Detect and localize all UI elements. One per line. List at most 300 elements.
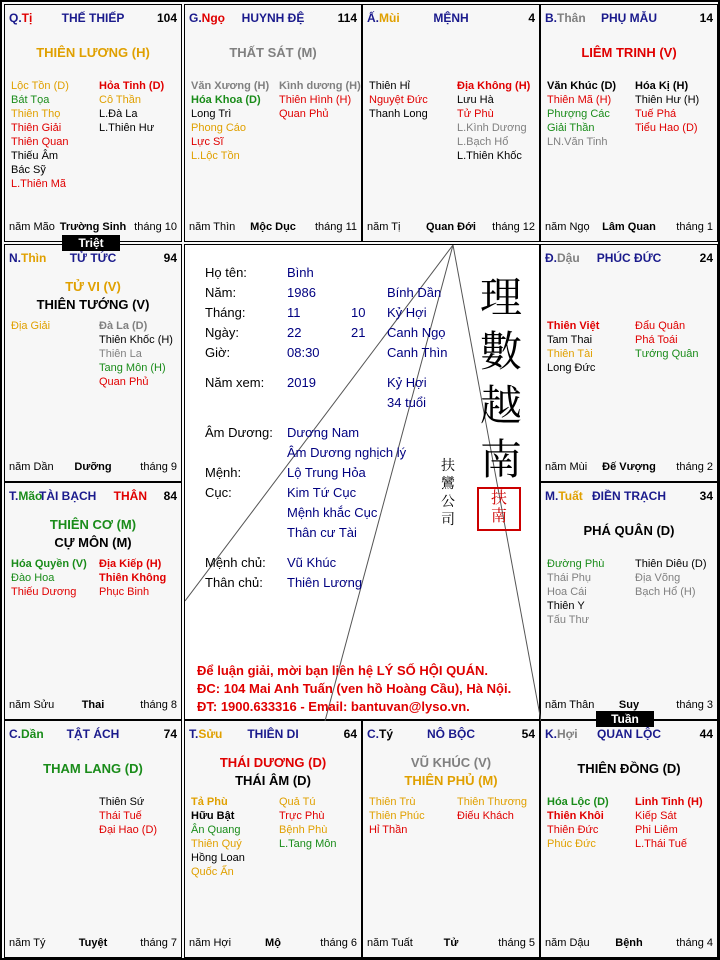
minor-star: L.Thiên Hư: [99, 122, 155, 134]
gio-row: [205, 345, 448, 360]
palace-month: tháng 10: [134, 221, 177, 233]
palace-name: TỬ TỨC: [69, 251, 117, 265]
minor-stars-right: [635, 319, 717, 361]
palace-month: tháng 5: [498, 937, 535, 949]
thang-value: 11: [287, 305, 301, 320]
palace-age: 64: [343, 727, 357, 741]
minor-star: L.Lộc Tồn: [191, 150, 240, 162]
palace-header: [9, 11, 177, 27]
minor-star: Thiên Quý: [191, 838, 242, 850]
minor-star: Long Trì: [191, 108, 232, 120]
minor-stars-left: [369, 795, 455, 837]
minor-star: Thiên Thọ: [11, 108, 61, 120]
ho-ten-label: Họ tên:: [205, 265, 247, 280]
minor-star: L.Thiên Mã: [11, 178, 67, 190]
ngay-label: Ngày:: [205, 325, 239, 340]
minor-star: Ân Quang: [191, 824, 241, 836]
palace-month: tháng 1: [676, 221, 713, 233]
palace-stage: Bệnh: [615, 937, 643, 949]
minor-star: Tướng Quân: [635, 348, 699, 360]
minor-star: Hỉ Thần: [369, 824, 408, 836]
minor-star: Địa Kiếp (H): [99, 558, 162, 570]
minor-star: Bệnh Phù: [279, 824, 328, 836]
palace-header: [189, 11, 357, 27]
minor-star: Thiên Tài: [547, 348, 593, 360]
minor-star: Đẩu Quân: [635, 320, 686, 332]
palace-month: tháng 6: [320, 937, 357, 949]
palace-month: tháng 3: [676, 699, 713, 711]
minor-star: Tiểu Hao (D): [635, 122, 698, 134]
center-info-panel: [184, 244, 540, 720]
menh-label: Mệnh:: [205, 465, 242, 480]
palace-branch-part: M.: [545, 489, 559, 503]
minor-star: Thiên Khôi: [547, 810, 604, 822]
palace-year: năm Hợi: [189, 937, 232, 949]
palace-stage: Đế Vượng: [602, 461, 656, 473]
am-duong-row: [205, 425, 360, 440]
palace-branch-part: Dần: [21, 727, 44, 741]
minor-stars-right: [99, 557, 181, 599]
thang-can-chi: Kỷ Hợi: [387, 305, 427, 320]
palace-branch-part: Thìn: [21, 251, 47, 265]
palace-month: tháng 11: [314, 221, 357, 233]
palace-header: [545, 489, 713, 505]
minor-star: Tả Phù: [191, 796, 228, 808]
minor-star: Thiên Không: [99, 572, 167, 584]
minor-star: Đà La (D): [99, 320, 148, 332]
cuc-note-1: Mệnh khắc Cục: [287, 505, 378, 520]
palace-age: 34: [699, 489, 713, 503]
cuc-note-2: Thân cư Tài: [287, 525, 357, 540]
contact-line-1: Để luận giải, mời bạn liên hệ LÝ SỐ HỘI QUÁN.: [197, 663, 488, 678]
minor-star: L.Tang Môn: [279, 838, 337, 850]
minor-star: Đại Hao (D): [99, 824, 158, 836]
major-star: THÁI DƯƠNG (D): [219, 755, 327, 770]
than-chu-label: Thân chủ:: [205, 575, 263, 590]
thang-row: [205, 305, 427, 320]
minor-star: Đào Hoa: [11, 572, 55, 584]
palace-footer: [189, 221, 357, 235]
minor-star: Tử Phù: [457, 108, 494, 120]
minor-stars-right: [99, 795, 181, 837]
minor-star: Giải Thần: [547, 122, 595, 134]
menh-value: Lộ Trung Hỏa: [287, 465, 366, 480]
minor-star: Hồng Loan: [191, 852, 245, 864]
thang-label: Tháng:: [205, 305, 246, 320]
minor-star: Long Đức: [547, 362, 596, 374]
minor-star: L.Kình Dương: [457, 122, 527, 134]
palace-footer: [545, 461, 713, 475]
palace-month: tháng 4: [676, 937, 713, 949]
palace-branch-part: Hợi: [557, 727, 578, 741]
palace-stage: Lâm Quan: [602, 221, 656, 233]
minor-stars-right: [99, 319, 181, 389]
minor-star: Bác Sỹ: [11, 164, 46, 176]
minor-star: Hữu Bật: [191, 810, 235, 822]
minor-star: Hóa Kị (H): [635, 80, 689, 92]
palace-age: 4: [528, 11, 535, 25]
minor-star: Điếu Khách: [457, 810, 514, 822]
minor-star: Lộc Tồn (D): [11, 80, 69, 92]
major-star: THIÊN PHỦ (M): [404, 773, 498, 788]
minor-stars-right: [635, 79, 717, 135]
palace-branch-part: T.: [189, 727, 199, 741]
palace-name: THẾ THIẾP: [61, 11, 125, 25]
minor-stars-right: [99, 79, 181, 135]
gio-value: 08:30: [287, 345, 320, 360]
palace-stage: Dưỡng: [74, 461, 112, 473]
contact-phone-email: ĐT: 1900.633316 - Email: bantuvan@lyso.vn.: [197, 699, 470, 714]
palace-name: PHÚC ĐỨC: [596, 251, 662, 265]
minor-stars-right: [635, 557, 717, 599]
than-chu-value: Thiên Lương: [287, 575, 363, 590]
palace-branch-part: Ấ.: [367, 11, 379, 25]
nam-label: Năm:: [205, 285, 237, 300]
minor-stars-left: [369, 79, 455, 121]
minor-star: Thanh Long: [369, 108, 428, 120]
major-star: VŨ KHÚC (V): [410, 755, 492, 770]
minor-star: Thiên Sứ: [99, 796, 145, 808]
major-star: THÁI ÂM (D): [235, 773, 311, 788]
palace-than: [540, 4, 718, 242]
minor-star: Lưu Hà: [457, 94, 494, 106]
palace-header: [545, 251, 713, 267]
palace-thin: [4, 244, 182, 482]
palace-month: tháng 12: [492, 221, 535, 233]
minor-stars-left: [191, 79, 277, 163]
palace-branch-part: Mùi: [379, 11, 400, 25]
palace-footer: [545, 937, 713, 951]
palace-age: 74: [163, 727, 177, 741]
major-star: THẤT SÁT (M): [229, 45, 317, 60]
palace-stage: Mộc Dục: [250, 221, 296, 233]
major-star: THIÊN TƯỚNG (V): [36, 297, 150, 312]
minor-star: Văn Xương (H): [191, 80, 270, 92]
minor-star: Văn Khúc (D): [547, 80, 617, 92]
palace-name: TÀI BẠCH THÂN: [39, 489, 147, 503]
minor-stars-left: [547, 79, 633, 149]
minor-star: Quốc Ấn: [191, 866, 234, 878]
nam-can-chi: Bính Dần: [387, 285, 442, 300]
minor-star: Quan Phủ: [279, 108, 329, 120]
minor-star: Linh Tinh (H): [635, 796, 703, 808]
nam-xem-value: 2019: [287, 375, 316, 390]
palace-branch-part: Ngọ: [201, 11, 225, 25]
thang-am: 10: [351, 305, 366, 320]
palace-branch-part: Sửu: [198, 727, 223, 741]
palace-stage: Suy: [618, 699, 640, 711]
major-star: CỰ MÔN (M): [54, 535, 132, 550]
palace-footer: [9, 699, 177, 713]
palace-mui: [362, 4, 540, 242]
palace-header: [9, 727, 177, 743]
palace-ti: [4, 4, 182, 242]
palace-header: [545, 727, 713, 743]
menh-chu-value: Vũ Khúc: [287, 555, 337, 570]
minor-star: Thiên Mã (H): [547, 94, 612, 106]
minor-star: Thiên Việt: [547, 320, 600, 332]
palace-footer: [189, 937, 357, 951]
minor-star: Hóa Lộc (D): [547, 796, 609, 808]
cuc-row: [205, 485, 357, 500]
palace-header: [367, 727, 535, 743]
gio-can-chi: Canh Thìn: [387, 345, 448, 360]
palace-year: năm Dần: [9, 461, 54, 473]
menh-chu-row: [205, 555, 337, 570]
minor-star: Thiên Quan: [11, 136, 69, 148]
palace-age: 114: [337, 11, 357, 25]
minor-stars-left: [547, 319, 633, 375]
minor-stars-right: [279, 795, 361, 851]
palace-dau: [540, 244, 718, 482]
minor-star: Kình dương (H): [279, 80, 361, 92]
ho-ten-value: Bình: [287, 265, 314, 280]
minor-star: Thiên Hình (H): [279, 94, 352, 106]
minor-star: Bát Tọa: [11, 94, 50, 106]
palace-age: 104: [156, 11, 177, 25]
palace-name: THIÊN DI: [247, 727, 299, 741]
palace-year: năm Thân: [545, 699, 595, 711]
minor-star: Địa Võng: [635, 572, 681, 584]
minor-stars-left: [547, 557, 633, 627]
minor-star: Trực Phù: [279, 810, 325, 822]
minor-star: Thiên Phúc: [369, 810, 425, 822]
palace-year: năm Tuất: [367, 937, 413, 949]
minor-stars-left: [11, 557, 97, 599]
palace-age: 24: [699, 251, 713, 265]
palace-year: năm Dậu: [545, 937, 590, 949]
palace-name: PHỤ MẪU: [601, 11, 657, 25]
palace-name: TẬT ÁCH: [66, 727, 120, 741]
minor-star: Thiên Trù: [369, 796, 416, 808]
minor-stars-right: [635, 795, 717, 851]
gio-label: Giờ:: [205, 345, 231, 360]
palace-branch-part: Tuất: [558, 489, 583, 503]
minor-star: Quả Tú: [279, 796, 316, 808]
than-chu-row: [205, 575, 363, 590]
minor-star: Tấu Thư: [547, 614, 590, 626]
minor-star: Phục Binh: [99, 586, 150, 598]
minor-star: Thiên Khốc (H): [99, 334, 173, 346]
palace-stage: Tuyệt: [78, 937, 108, 949]
palace-year: năm Tị: [367, 221, 401, 233]
minor-stars-left: [11, 319, 97, 333]
major-star: THIÊN CƠ (M): [49, 517, 137, 532]
palace-branch-part: Mão: [18, 489, 43, 503]
major-star: TỬ VI (V): [65, 279, 121, 294]
minor-star: Hóa Quyền (V): [11, 558, 87, 570]
palace-name: QUAN LỘC: [597, 727, 661, 741]
palace-age: 84: [163, 489, 177, 503]
minor-stars-right: [457, 79, 539, 163]
palace-mao: [4, 482, 182, 720]
major-star: THIÊN ĐỒNG (D): [577, 761, 681, 776]
nam-row: [205, 285, 442, 300]
nam-value: 1986: [287, 285, 316, 300]
menh-row: [205, 465, 366, 480]
palace-stage: Trường Sinh: [59, 221, 127, 233]
minor-star: Thiên Hư (H): [635, 94, 700, 106]
palace-branch-part: Đ.: [545, 251, 557, 265]
cuc-label: Cục:: [205, 485, 232, 500]
palace-stage: Tử: [443, 937, 459, 949]
minor-star: Nguyệt Đức: [369, 94, 428, 106]
palace-branch-part: T.: [9, 489, 19, 503]
palace-branch-part: Thân: [557, 11, 586, 25]
minor-star: Quan Phủ: [99, 376, 149, 388]
palace-branch-part: Dậu: [557, 251, 580, 265]
tuan-badge: Tuần: [596, 711, 654, 727]
minor-star: Đường Phù: [547, 558, 605, 570]
minor-star: Phá Toái: [635, 334, 678, 346]
palace-stage: Mộ: [265, 937, 281, 949]
contact-address: ĐC: 104 Mai Anh Tuấn (ven hồ Hoàng Cầu), Hà Nội.: [197, 681, 512, 696]
palace-header: [9, 489, 177, 505]
palace-branch-part: G.: [189, 11, 202, 25]
palace-branch-part: C.: [9, 727, 21, 741]
palace-ty: [362, 720, 540, 958]
tuoi-value: 34 tuổi: [387, 395, 427, 410]
palace-footer: [367, 937, 535, 951]
palace-branch-part: Tý: [379, 727, 394, 741]
minor-stars-left: [547, 795, 633, 851]
minor-star: Phi Liêm: [635, 824, 678, 836]
calligraphy-seal-logo: 理 數 越 南 扶 鸞 公 司 扶 南: [471, 271, 531, 521]
palace-year: năm Tý: [9, 937, 46, 949]
palace-age: 44: [699, 727, 713, 741]
major-star: PHÁ QUÂN (D): [583, 523, 675, 538]
palace-branch-part: K.: [545, 727, 557, 741]
palace-branch-part: N.: [9, 251, 21, 265]
minor-star: Phong Cáo: [191, 122, 247, 134]
minor-star: Thiên Diêu (D): [635, 558, 707, 570]
palace-month: tháng 2: [676, 461, 713, 473]
palace-age: 14: [699, 11, 713, 25]
palace-age: 94: [163, 251, 177, 265]
ngay-row: [205, 325, 446, 340]
palace-stage: Thai: [81, 699, 105, 711]
palace-name: HUYNH ĐỆ: [241, 11, 305, 25]
palace-year: năm Thìn: [189, 221, 236, 233]
palace-name: NÔ BỘC: [427, 727, 475, 741]
menh-chu-label: Mệnh chủ:: [205, 555, 266, 570]
am-duong-label: Âm Dương:: [205, 425, 273, 440]
palace-ngo: [184, 4, 362, 242]
minor-star: Thái Tuế: [99, 810, 142, 822]
ngay-can-chi: Canh Ngọ: [387, 325, 446, 340]
minor-star: Thiên Giải: [11, 122, 62, 134]
am-duong-nghich-ly: Âm Dương nghịch lý: [287, 445, 407, 460]
palace-header: [9, 251, 177, 267]
minor-star: Hóa Khoa (D): [191, 94, 261, 106]
minor-star: L.Thái Tuế: [635, 838, 687, 850]
palace-branch-part: Tị: [21, 11, 33, 25]
minor-stars-left: [191, 795, 277, 879]
major-star: LIÊM TRINH (V): [581, 45, 677, 60]
nam-xem-row: [205, 375, 427, 390]
ngay-value: 22: [287, 325, 302, 340]
palace-footer: [367, 221, 535, 235]
minor-star: Phúc Đức: [547, 838, 596, 850]
palace-name: MỆNH: [433, 11, 469, 25]
minor-star: Phượng Các: [547, 108, 610, 120]
major-star: THIÊN LƯƠNG (H): [36, 45, 150, 60]
minor-star: L.Đà La: [99, 108, 138, 120]
palace-suu: [184, 720, 362, 958]
nam-xem-label: Năm xem:: [205, 375, 265, 390]
palace-branch-part: Q.: [9, 11, 22, 25]
minor-star: Địa Giải: [11, 320, 51, 332]
palace-footer: [545, 221, 713, 235]
minor-star: Tuế Phá: [635, 108, 677, 120]
minor-star: Tang Môn (H): [99, 362, 166, 374]
minor-star: Thiên Hỉ: [369, 80, 410, 92]
palace-header: [367, 11, 535, 27]
cuc-value: Kim Tứ Cục: [287, 485, 357, 500]
minor-stars-right: [457, 795, 539, 823]
minor-star: Địa Không (H): [457, 80, 531, 92]
minor-star: Kiếp Sát: [635, 810, 677, 822]
palace-year: năm Mão: [9, 221, 55, 233]
minor-star: Cô Thần: [99, 94, 141, 106]
palace-tuat: [540, 482, 718, 720]
palace-hoi: [540, 720, 718, 958]
palace-name: ĐIỀN TRẠCH: [592, 489, 666, 503]
palace-footer: [9, 221, 177, 235]
minor-star: Hỏa Tinh (D): [99, 80, 165, 92]
minor-star: Hoa Cái: [547, 586, 587, 598]
triet-badge: Triệt: [62, 235, 120, 251]
palace-month: tháng 8: [140, 699, 177, 711]
ngay-am: 21: [351, 325, 366, 340]
than-marker: THÂN: [110, 489, 147, 503]
minor-star: Tam Thai: [547, 334, 593, 346]
palace-header: [545, 11, 713, 27]
minor-star: Thiên La: [99, 348, 142, 360]
minor-star: Thiên Y: [547, 600, 585, 612]
palace-dan: [4, 720, 182, 958]
palace-stage: Quan Đới: [426, 221, 476, 233]
minor-star: Thiếu Dương: [11, 586, 77, 598]
palace-age: 54: [521, 727, 535, 741]
palace-year: năm Sửu: [9, 699, 55, 711]
palace-year: năm Ngọ: [545, 221, 590, 233]
minor-star: Lực Sĩ: [191, 136, 224, 148]
nam-xem-can-chi: Kỷ Hợi: [387, 375, 427, 390]
minor-star: Thái Phụ: [547, 572, 592, 584]
minor-star: L.Thiên Khốc: [457, 150, 522, 162]
major-star: THAM LANG (D): [43, 761, 143, 776]
minor-star: Bạch Hổ (H): [635, 586, 696, 598]
am-duong-value: Dương Nam: [287, 425, 360, 440]
palace-year: năm Mùi: [545, 461, 588, 473]
palace-header: [189, 727, 357, 743]
palace-month: tháng 7: [140, 937, 177, 949]
palace-footer: [9, 937, 177, 951]
palace-branch-part: B.: [545, 11, 557, 25]
minor-stars-left: [11, 79, 97, 191]
minor-stars-right: [279, 79, 361, 121]
minor-star: Thiên Đức: [547, 824, 599, 836]
minor-star: Thiếu Âm: [11, 150, 59, 162]
palace-month: tháng 9: [140, 461, 177, 473]
ho-ten-row: [205, 265, 314, 280]
palace-footer: [9, 461, 177, 475]
minor-star: L.Bạch Hổ: [457, 136, 509, 148]
palace-branch-part: C.: [367, 727, 379, 741]
minor-star: Thiên Thương: [457, 796, 528, 808]
minor-star: LN.Văn Tinh: [547, 136, 608, 148]
